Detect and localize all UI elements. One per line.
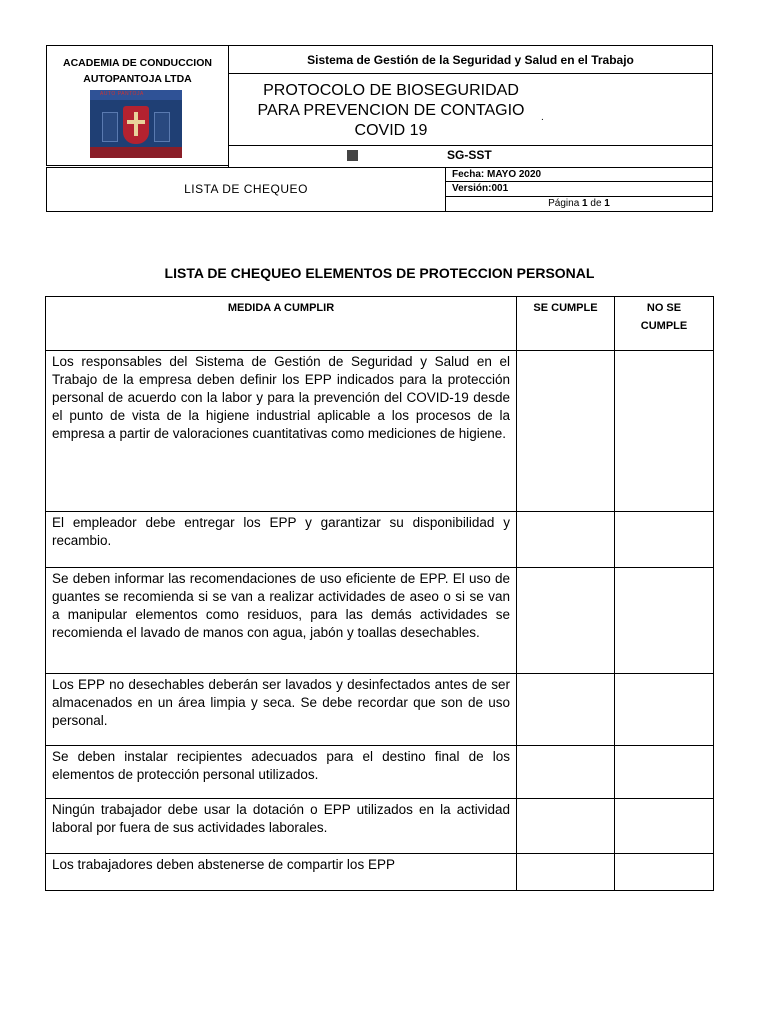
document-title: LISTA DE CHEQUEO ELEMENTOS DE PROTECCION PERSONAL — [164, 265, 595, 281]
table-header-row — [46, 297, 714, 351]
se-cumple-cell[interactable] — [517, 854, 615, 891]
measure-text: Los responsables del Sistema de Gestión de Seguridad y Salud en el Trabajo de la empresa deben definir los EPP indicados para la protección personal de acuerdo con la labor y para la prevención del COVID-19 desde el punto de vista de la higiene industrial aplicable a los procesos de la empresa a partir de valoraciones cuantitativas como mediciones de higiene. — [46, 351, 517, 512]
document-code: SG-SST — [447, 148, 492, 162]
no-se-cumple-cell[interactable] — [615, 568, 714, 674]
logo-text: AUTO PANTOJA — [100, 91, 144, 97]
shield-icon — [123, 106, 149, 144]
measure-text: Los trabajadores deben abstenerse de compartir los EPP — [46, 854, 517, 891]
measure-text: El empleador debe entregar los EPP y garantizar su disponibilidad y recambio. — [46, 512, 517, 568]
se-cumple-cell[interactable] — [517, 746, 615, 799]
table-row — [46, 674, 714, 746]
se-cumple-cell[interactable] — [517, 512, 615, 568]
page-indicator: Página 1 de 1 — [445, 196, 713, 212]
stray-dot: . — [541, 112, 544, 123]
system-title: Sistema de Gestión de la Seguridad y Salud en el Trabajo — [228, 45, 713, 74]
table-row — [46, 512, 714, 568]
version-field: Versión:001 — [445, 181, 713, 197]
no-se-cumple-cell[interactable] — [615, 854, 714, 891]
se-cumple-cell[interactable] — [517, 351, 615, 512]
measure-text: Ningún trabajador debe usar la dotación o EPP utilizados en la actividad laboral por fuera de sus actividades laborales. — [46, 799, 517, 854]
no-se-cumple-cell[interactable] — [615, 512, 714, 568]
company-name: ACADEMIA DE CONDUCCION AUTOPANTOJA LTDA — [63, 57, 212, 85]
table-row — [46, 746, 714, 799]
header-no-se-cumple: NO SE CUMPLE — [615, 297, 714, 351]
se-cumple-cell[interactable] — [517, 568, 615, 674]
no-se-cumple-cell[interactable] — [615, 746, 714, 799]
measure-text: Se deben instalar recipientes adecuados para el destino final de los elementos de protección personal utilizados. — [46, 746, 517, 799]
table-row — [46, 351, 714, 512]
no-se-cumple-cell[interactable] — [615, 674, 714, 746]
form-title: LISTA DE CHEQUEO — [46, 167, 446, 212]
table-row — [46, 568, 714, 674]
protocol-title: PROTOCOLO DE BIOSEGURIDAD PARA PREVENCION DE CONTAGIO COVID 19 — [257, 82, 525, 139]
date-field: Fecha: MAYO 2020 — [445, 167, 713, 182]
no-se-cumple-cell[interactable] — [615, 799, 714, 854]
measure-text: Los EPP no desechables deberán ser lavados y desinfectados antes de ser almacenados en un área limpia y seca. Se debe recordar que son de uso personal. — [46, 674, 517, 746]
no-se-cumple-cell[interactable] — [615, 351, 714, 512]
company-logo — [90, 90, 182, 158]
checklist-table — [45, 296, 714, 891]
code-row — [228, 145, 713, 168]
table-row — [46, 854, 714, 891]
header-measure: MEDIDA A CUMPLIR — [46, 297, 517, 351]
protocol-title-box — [228, 73, 713, 146]
square-icon — [347, 150, 358, 161]
se-cumple-cell[interactable] — [517, 799, 615, 854]
se-cumple-cell[interactable] — [517, 674, 615, 746]
header-se-cumple: SE CUMPLE — [517, 297, 615, 351]
measure-text: Se deben informar las recomendaciones de uso eficiente de EPP. El uso de guantes se recomienda si se van a realizar actividades de aseo o si se van a manipular elementos como residuos, para las demás actividades se recomienda el lavado de manos con agua, jabón y toallas desechables. — [46, 568, 517, 674]
table-row — [46, 799, 714, 854]
